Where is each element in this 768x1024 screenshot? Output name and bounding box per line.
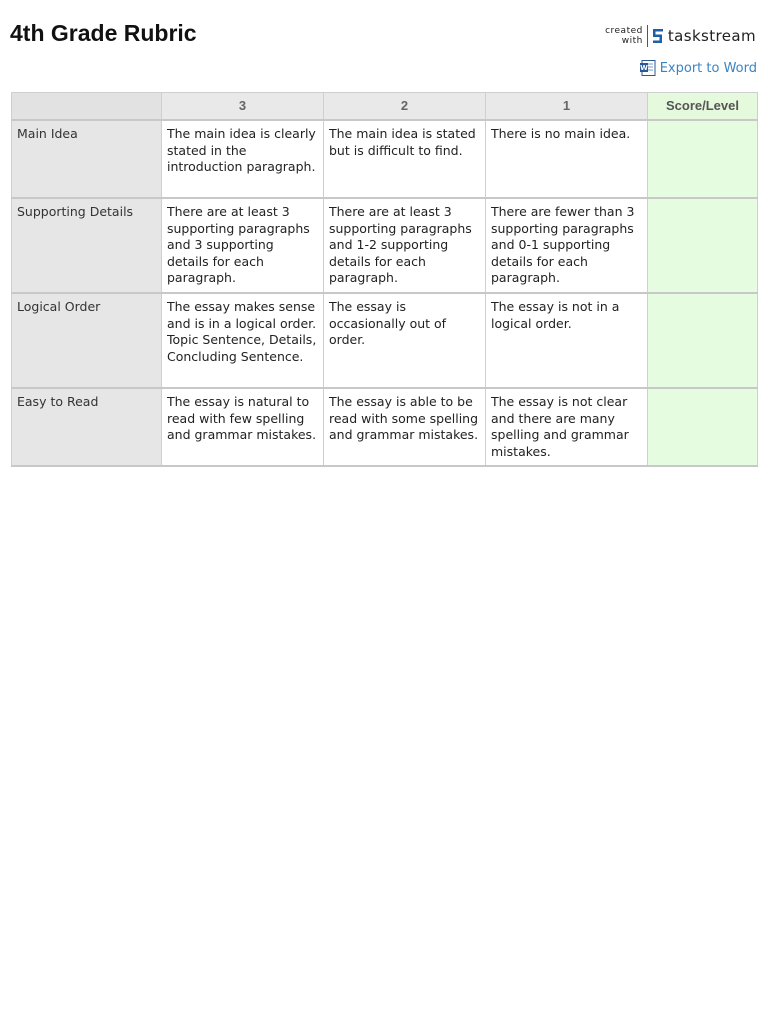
score-cell[interactable] <box>648 293 758 388</box>
header-level-2: 2 <box>324 93 486 121</box>
level-2-cell: There are at least 3 supporting paragraphs and 1-2 supporting details for each paragraph. <box>324 198 486 293</box>
with-line: with <box>621 36 643 46</box>
header-level-1: 1 <box>486 93 648 121</box>
export-to-word-link[interactable] <box>639 59 757 77</box>
level-1-cell: There are fewer than 3 supporting paragraphs and 0-1 supporting details for each paragraph. <box>486 198 648 293</box>
criterion-cell: Supporting Details <box>12 198 162 293</box>
level-1-cell: The essay is not clear and there are many spelling and grammar mistakes. <box>486 388 648 466</box>
score-cell[interactable] <box>648 120 758 198</box>
page-title: 4th Grade Rubric <box>10 20 197 46</box>
level-2-cell: The essay is occasionally out of order. <box>324 293 486 388</box>
brand-name: taskstream <box>667 27 756 45</box>
level-2-cell: The main idea is stated but is difficult to find. <box>324 120 486 198</box>
rubric-header-row <box>12 93 758 121</box>
criterion-cell: Logical Order <box>12 293 162 388</box>
brand-divider <box>647 25 648 47</box>
table-row <box>12 120 758 198</box>
level-3-cell: There are at least 3 supporting paragraphs and 3 supporting details for each paragraph. <box>162 198 324 293</box>
export-to-word-label: Export to Word <box>659 60 757 76</box>
svg-text:W: W <box>639 64 648 73</box>
table-row <box>12 388 758 466</box>
taskstream-branding[interactable] <box>605 24 756 48</box>
level-2-cell: The essay is able to be read with some spelling and grammar mistakes. <box>324 388 486 466</box>
score-cell[interactable] <box>648 198 758 293</box>
created-with-label <box>605 26 647 46</box>
level-3-cell: The main idea is clearly stated in the introduction paragraph. <box>162 120 324 198</box>
level-1-cell: There is no main idea. <box>486 120 648 198</box>
table-row <box>12 293 758 388</box>
created-line: created <box>605 26 643 36</box>
taskstream-logo-icon <box>651 28 665 44</box>
header-level-3: 3 <box>162 93 324 121</box>
word-document-icon <box>639 59 657 77</box>
rubric-table <box>11 92 758 467</box>
criterion-cell: Main Idea <box>12 120 162 198</box>
header-score-level: Score/Level <box>648 93 758 121</box>
table-row <box>12 198 758 293</box>
level-3-cell: The essay makes sense and is in a logical order. Topic Sentence, Details, Concluding Sentence. <box>162 293 324 388</box>
criterion-cell: Easy to Read <box>12 388 162 466</box>
score-cell[interactable] <box>648 388 758 466</box>
level-1-cell: The essay is not in a logical order. <box>486 293 648 388</box>
header-corner-cell <box>12 93 162 121</box>
level-3-cell: The essay is natural to read with few spelling and grammar mistakes. <box>162 388 324 466</box>
